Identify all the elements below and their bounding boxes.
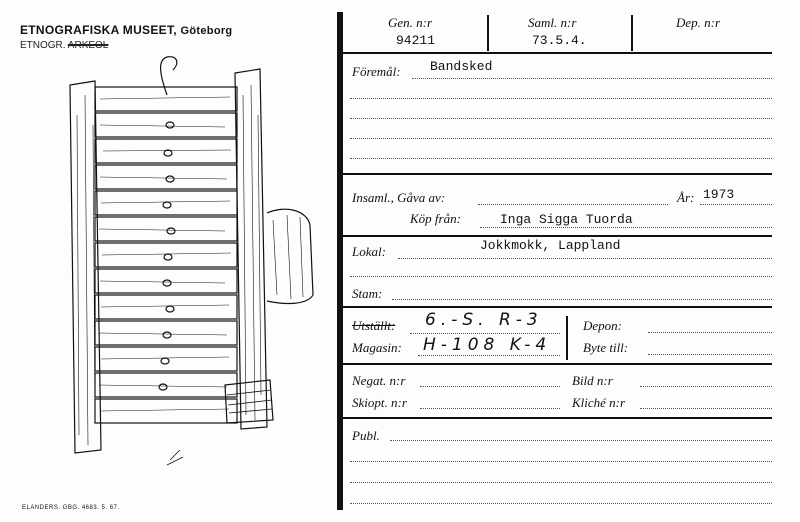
dotted-line xyxy=(350,158,772,159)
dotted-line xyxy=(390,440,772,441)
gen-nr-label: Gen. n:r xyxy=(388,15,433,30)
depon-label: Depon: xyxy=(583,318,622,333)
dotted-line xyxy=(648,354,772,355)
dotted-line xyxy=(648,332,772,333)
dotted-line xyxy=(412,78,772,79)
ar-value: 1973 xyxy=(703,187,735,202)
publ-label: Publ. xyxy=(352,428,380,443)
department-prefix: ETNOGR. xyxy=(20,40,66,51)
dotted-line xyxy=(350,118,772,119)
magasin-label: Magasin: xyxy=(352,340,402,355)
insaml-label: Insaml., Gåva av: xyxy=(352,190,446,205)
lokal-value: Jokkmokk, Lappland xyxy=(480,238,621,253)
saml-nr-label: Saml. n:r xyxy=(528,15,577,30)
print-mark: ELANDERS. GBG. 4683. 5. 67. xyxy=(22,505,120,511)
gen-nr-value: 94211 xyxy=(396,33,436,48)
magasin-value: H-108 K-4 xyxy=(423,335,552,355)
lokal-label: Lokal: xyxy=(352,244,386,259)
bild-label: Bild n:r xyxy=(572,373,613,388)
dotted-line xyxy=(420,386,560,387)
kop-value: Inga Sigga Tuorda xyxy=(500,212,633,227)
header-separator xyxy=(487,15,489,51)
utstallt-value: 6.-S. R-3 xyxy=(425,310,543,330)
section-rule xyxy=(343,306,772,308)
museum-city: Göteborg xyxy=(180,25,233,37)
card-divider xyxy=(337,12,343,510)
dotted-line xyxy=(478,204,668,205)
kliche-label: Kliché n:r xyxy=(572,395,626,410)
kop-label: Köp från: xyxy=(410,211,461,226)
foremal-value: Bandsked xyxy=(430,59,493,74)
side-handle xyxy=(267,209,313,303)
dep-nr-label: Dep. n:r xyxy=(676,15,721,30)
dotted-line xyxy=(418,355,560,356)
section-rule xyxy=(343,417,772,419)
ar-label: År: xyxy=(677,190,695,205)
hanging-string xyxy=(161,57,177,95)
skiopt-label: Skiopt. n:r xyxy=(352,395,407,410)
section-rule xyxy=(343,52,772,54)
negat-label: Negat. n:r xyxy=(352,373,406,388)
dotted-line xyxy=(350,98,772,99)
department-line xyxy=(20,40,108,51)
slat-holes xyxy=(159,122,175,390)
museum-name: ETNOGRAFISKA MUSEET, xyxy=(20,23,177,37)
department-struck: ARKEOL xyxy=(67,40,109,51)
section-rule xyxy=(343,363,772,365)
dotted-line xyxy=(392,299,772,300)
byte-label: Byte till: xyxy=(583,340,629,355)
right-post xyxy=(235,69,267,429)
foremal-label: Föremål: xyxy=(352,64,401,79)
dotted-line xyxy=(350,276,772,277)
dotted-line xyxy=(480,227,772,228)
dotted-line xyxy=(700,204,772,205)
dotted-line xyxy=(350,482,772,483)
bandsked-drawing xyxy=(55,55,320,475)
dotted-line xyxy=(640,408,772,409)
section-rule xyxy=(343,235,772,237)
museum-title xyxy=(20,23,232,37)
dotted-line xyxy=(350,138,772,139)
dotted-line xyxy=(410,333,560,334)
dotted-line xyxy=(420,408,560,409)
stam-label: Stam: xyxy=(352,286,383,301)
header-separator xyxy=(631,15,633,51)
dotted-line xyxy=(350,461,772,462)
dotted-line xyxy=(640,386,772,387)
dotted-line xyxy=(398,258,772,259)
utstallt-label: Utställt: xyxy=(352,318,396,333)
dotted-line xyxy=(350,503,772,504)
section-rule xyxy=(343,173,772,175)
field-separator xyxy=(566,316,568,360)
saml-nr-value: 73.5.4. xyxy=(532,33,587,48)
